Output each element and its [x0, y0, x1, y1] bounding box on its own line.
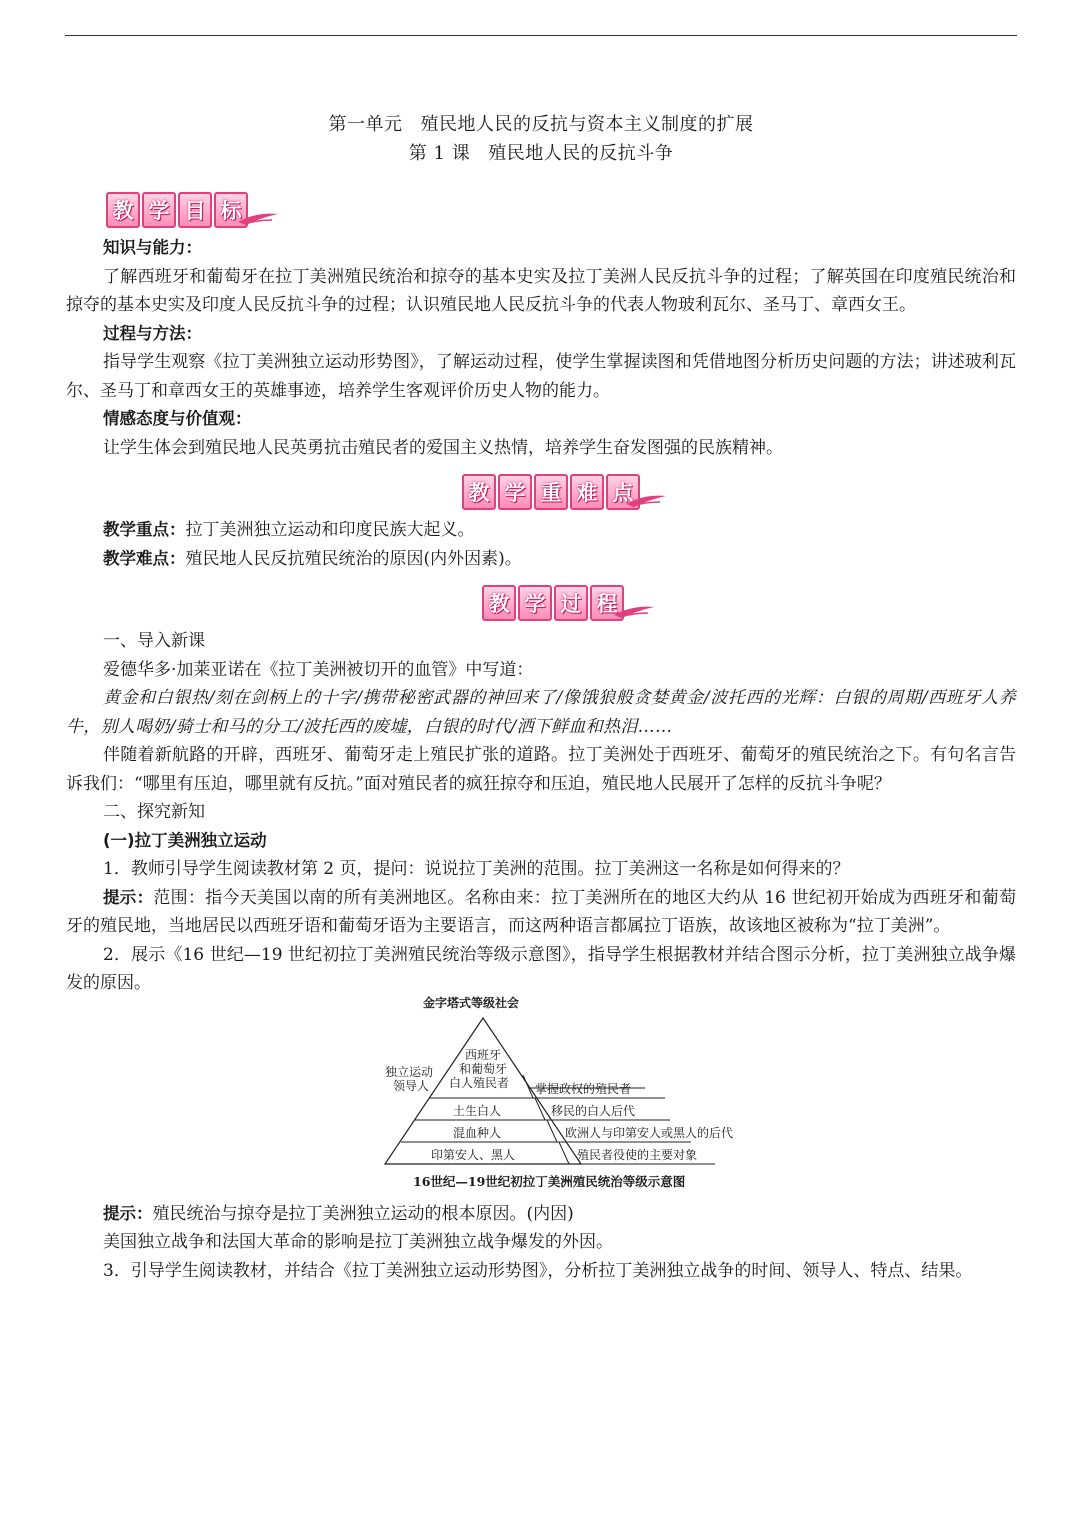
focus-label: 教学重点：: [103, 520, 186, 539]
tier-creole-label: 土生白人: [453, 1103, 502, 1118]
banner-char: 目: [178, 192, 212, 228]
apex-label-2: 和葡萄牙: [459, 1061, 508, 1076]
document-page: [66, 110, 1016, 1285]
answer-2: 殖民统治与掠夺是拉丁美洲独立运动的根本原因。(内因): [152, 1203, 574, 1224]
section-explore-heading: 二、探究新知: [103, 802, 205, 822]
section-intro-heading: 一、导入新课: [103, 631, 205, 651]
right-label-1: 掌握政权的殖民者: [535, 1081, 632, 1096]
banner-char: 学: [142, 192, 176, 228]
poem-text: 黄金和白银热/刻在剑柄上的十字/携带秘密武器的神回来了/像饿狼般贪婪黄金/波托西的光辉：白银的周期/西班牙人养牛，别人喝奶/骑士和马的分工/波托西的废墟，白银的时代/洒下鲜血和热泪……: [66, 688, 1016, 737]
hint-label: 提示：: [103, 887, 154, 907]
answer-2b: 美国独立战争和法国大革命的影响是拉丁美洲独立战争爆发的外因。: [103, 1232, 613, 1252]
leader-label-2: 领导人: [393, 1078, 430, 1093]
process-method-text: 指导学生观察《拉丁美洲独立运动形势图》，了解运动过程，使学生掌握读图和凭借地图分析历史问题的方法；讲述玻利瓦尔、圣马丁和章西女王的英雄事迹，培养学生客观评价历史人物的能力。: [66, 352, 1016, 401]
difficulty-text: 殖民地人民反抗殖民统治的原因(内外因素)。: [185, 548, 522, 569]
question-3: 3．引导学生阅读教材，并结合《拉丁美洲独立运动形势图》，分析拉丁美洲独立战争的时间、领导人、特点、结果。: [103, 1260, 973, 1281]
difficulty-label: 教学难点：: [103, 548, 186, 568]
leader-label-1: 独立运动: [385, 1064, 434, 1079]
banner-char: 标: [214, 192, 248, 228]
banner-char: 学: [498, 474, 532, 510]
swoosh-icon: [624, 492, 668, 508]
unit-title: 第一单元 殖民地人民的反抗与资本主义制度的扩展: [328, 114, 754, 135]
banner-char: 过: [554, 585, 588, 621]
intro-paragraph: 伴随着新航路的开辟，西班牙、葡萄牙走上殖民扩张的道路。拉丁美洲处于西班牙、葡萄牙的殖民统治之下。有句名言告诉我们：“哪里有压迫，哪里就有反抗。”面对殖民者的疯狂掠夺和压迫，殖民地人民展开了怎样的反抗斗争呢？: [66, 745, 1016, 794]
banner-key-points: [66, 470, 1016, 512]
banner-char: 教: [462, 474, 496, 510]
banner-char: 难: [570, 474, 604, 510]
banner-objectives: [66, 188, 1016, 230]
banner-process: [66, 581, 1016, 623]
apex-label-3: 白人殖民者: [449, 1075, 510, 1090]
banner-char: 点: [606, 474, 640, 510]
right-label-4: 殖民者役使的主要对象: [577, 1147, 698, 1162]
knowledge-label: 知识与能力：: [103, 238, 202, 257]
banner-char: 学: [518, 585, 552, 621]
right-label-3: 欧洲人与印第安人或黑人的后代: [565, 1125, 734, 1140]
pyramid-shape: [375, 1000, 755, 1200]
tier-mixed-label: 混血种人: [453, 1125, 502, 1140]
right-label-2: 移民的白人后代: [551, 1103, 636, 1118]
question-1: 1．教师引导学生阅读教材第 2 页，提问：说说拉丁美洲的范围。拉丁美洲这一名称是如何得来的？: [103, 859, 850, 879]
emotion-label: 情感态度与价值观：: [103, 409, 252, 428]
pyramid-diagram: [375, 995, 755, 1200]
tier-indigenous-label: 印第安人、黑人: [431, 1147, 516, 1162]
process-method-label: 过程与方法：: [103, 323, 202, 343]
pyramid-top-title: 金字塔式等级社会: [423, 995, 520, 1010]
focus-text: 拉丁美洲独立运动和印度民族大起义。: [185, 520, 475, 540]
banner-char: 教: [106, 192, 140, 228]
apex-label-1: 西班牙: [465, 1047, 502, 1062]
banner-char: 程: [590, 585, 624, 621]
banner-char: 重: [534, 474, 568, 510]
answer-1: 范围：指今天美国以南的所有美洲地区。名称由来：拉丁美洲所在的地区大约从 16 世纪初开始成为西班牙和葡萄牙的殖民地，当地居民以西班牙语和葡萄牙语为主要语言，而这两种语言都属拉丁语族，故该地区被称为“拉丁美洲”。: [66, 887, 1017, 936]
question-2: 2．展示《16 世纪—19 世纪初拉丁美洲殖民统治等级示意图》，指导学生根据教材并结合图示分析，拉丁美洲独立战争爆发的原因。: [66, 944, 1016, 993]
hint-label: 提示：: [103, 1203, 153, 1223]
pyramid-caption: 16世纪—19世纪初拉丁美洲殖民统治等级示意图: [413, 1173, 686, 1189]
knowledge-text: 了解西班牙和葡萄牙在拉丁美洲殖民统治和掠夺的基本史实及拉丁美洲人民反抗斗争的过程；了解英国在印度殖民统治和掠夺的基本史实及印度人民反抗斗争的过程；认识殖民地人民反抗斗争的代表人物玻利瓦尔、圣马丁、章西女王。: [66, 266, 1016, 315]
swoosh-icon: [236, 210, 280, 226]
intro-quote-line: 爱德华多·加莱亚诺在《拉丁美洲被切开的血管》中写道：: [103, 659, 534, 680]
banner-char: 教: [482, 585, 516, 621]
top-rule: [65, 35, 1017, 36]
swoosh-icon: [612, 603, 656, 619]
subsection-heading: (一)拉丁美洲独立运动: [103, 830, 267, 850]
emotion-text: 让学生体会到殖民地人民英勇抗击殖民者的爱国主义热情，培养学生奋发图强的民族精神。: [103, 437, 783, 458]
lesson-title: 第 1 课 殖民地人民的反抗斗争: [408, 143, 674, 164]
